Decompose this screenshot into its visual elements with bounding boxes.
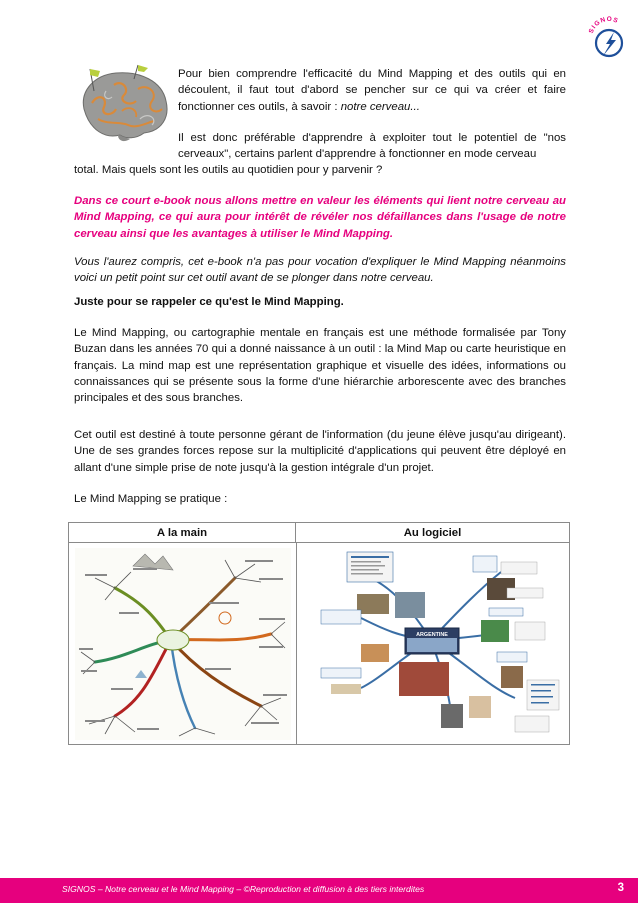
section-heading: Juste pour se rappeler ce qu'est le Mind Mapping. <box>74 296 344 308</box>
intro-paragraph-2-end: total. Mais quels sont les outils au quotidien pour y parvenir ? <box>74 164 383 176</box>
intro-paragraph <box>178 66 566 115</box>
page-footer <box>0 878 638 903</box>
definition-paragraph: Le Mind Mapping, ou cartographie mentale en français est une méthode formalisée par Tony Buzan dans les années 70 qui a donné naissance à un outil : la Mind Map ou carte heuristique en français. La mind map est une représentation graphique et visuelle des idées, informations ou connaissances qui se présente sous la forme d'une hiérarchie arborescente avec des branches principales et des sous branches. <box>74 327 566 405</box>
usage-paragraph: Cet outil est destiné à toute personne gérant de l'information (du jeune élève jusqu'au dirigeant). Une de ses grandes forces repose sur la multiplicité d'applications qui peuvent être déployé en allant d'une simple prise de note jusqu'à la gestion intégrale d'un projet. <box>74 429 566 474</box>
page-number: 3 <box>617 882 624 894</box>
logo-text: SIGNOS <box>587 15 620 35</box>
table-header-software: Au logiciel <box>296 523 569 543</box>
italic-paragraph: Vous l'aurez compris, cet e-book n'a pas pour vocation d'expliquer le Mind Mapping néanmoins voici un petit point sur cet outil avant de se plonger dans notre cerveau. <box>74 256 566 285</box>
brain-illustration <box>78 63 170 145</box>
intro-paragraph-2: Il est donc préférable d'apprendre à exploiter tout le potentiel de "nos cerveaux", certains parlent d'apprendre à fonctionner en mode cerveau <box>178 132 566 161</box>
intro-italic-text: notre cerveau... <box>340 100 420 113</box>
comparison-table <box>68 522 570 745</box>
software-mindmap-image <box>301 548 565 740</box>
intro-text: Pour bien comprendre l'efficacité du Mind Mapping et des outils qui en découlent, il faut tout d'abord se pencher sur ce qui va créer et faire fonctionner ces outils, à savoir : <box>178 68 566 113</box>
map-center-label: ARGENTINE <box>416 632 448 638</box>
table-header-hand: A la main <box>69 523 296 543</box>
hand-drawn-mindmap-image <box>75 548 291 740</box>
signos-logo <box>586 12 632 62</box>
highlight-paragraph: Dans ce court e-book nous allons mettre en valeur les éléments qui lient notre cerveau au Mind Mapping, ce qui aura pour intérêt de révéler nos défaillances dans l'usage de notre cerveau ainsi que les avantages à utiliser le Mind Mapping. <box>74 195 566 240</box>
table-divider <box>296 543 297 744</box>
footer-copyright: SIGNOS – Notre cerveau et le Mind Mapping – ©Reproduction et diffusion à des tiers interdites <box>62 884 425 894</box>
practice-paragraph: Le Mind Mapping se pratique : <box>74 493 228 505</box>
